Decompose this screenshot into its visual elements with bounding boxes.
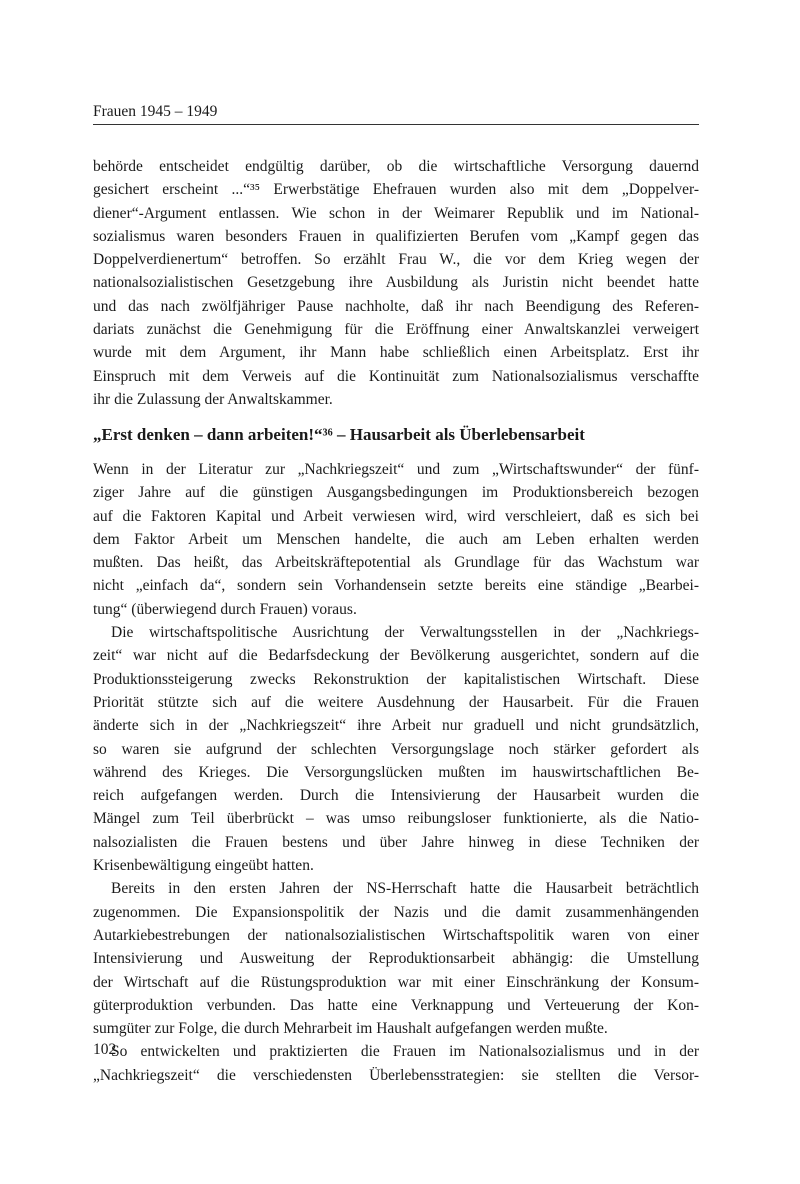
text-line: nalsozialisten die Frauen bestens und über Jahre hinweg in diese Techniken der (93, 833, 699, 851)
text-line: Produktionssteigerung zwecks Rekonstruktion der kapitalistischen Wirtschaft. Diese (93, 670, 699, 688)
running-title: Frauen 1945 – 1949 (93, 103, 218, 120)
text-line: gesichert erscheint ...“³⁵ Erwerbstätige Ehefrauen wurden also mit dem „Doppelver- (93, 181, 699, 199)
text-line: tung“ (überwiegend durch Frauen) voraus. (93, 600, 357, 618)
text-line: Einspruch mit dem Verweis auf die Kontinuität zum Nationalsozialismus verschaffte (93, 367, 699, 385)
text-line: Autarkiebestrebungen der nationalsozialistischen Wirtschaftspolitik waren von einer (93, 926, 699, 944)
text-line: diener“-Argument entlassen. Wie schon in der Weimarer Republik und im National- (93, 204, 699, 222)
text-line: „Nachkriegszeit“ die verschiedensten Überlebensstrategien: sie stellten die Versor- (93, 1066, 699, 1084)
paragraph-2 (93, 621, 699, 877)
paragraph-1 (93, 458, 699, 621)
text-line: behörde entscheidet endgültig darüber, ob die wirtschaftliche Versorgung dauernd (93, 158, 699, 175)
text-line: sumgüter zur Folge, die durch Mehrarbeit im Haushalt aufgefangen werden mußte. (93, 1020, 608, 1038)
text-line: Priorität stützte sich auf die weitere Ausdehnung der Hausarbeit. Für die Frauen (93, 693, 699, 711)
section-heading: „Erst denken – dann arbeiten!“³⁶ – Hausarbeit als Überlebensarbeit (93, 425, 585, 444)
text-line: Intensivierung und Ausweitung der Reproduktionsarbeit abhängig: die Umstellung (93, 950, 699, 968)
text-line: Wenn in der Literatur zur „Nachkriegszeit“ und zum „Wirtschaftswunder“ der fünf- (93, 461, 699, 478)
text-line: änderte sich in der „Nachkriegszeit“ ihre Arbeit nur graduell und nicht grundsätzlich, (93, 717, 699, 735)
text-line: Bereits in den ersten Jahren der NS-Herrschaft hatte die Hausarbeit beträchtlich (111, 880, 699, 898)
page-number: 102 (93, 1041, 117, 1058)
paragraph-3 (93, 877, 699, 1040)
text-line: ihr die Zulassung der Anwaltskammer. (93, 390, 333, 408)
text-line: dariats zunächst die Genehmigung für die Eröffnung einer Anwaltskanzlei verweigert (93, 321, 699, 339)
text-line: güterproduktion verbunden. Das hatte eine Verknappung und Verteuerung der Kon- (93, 996, 699, 1014)
text-line: sozialismus waren besonders Frauen in qualifizierten Berufen vom „Kampf gegen das (93, 227, 699, 245)
text-line: und das nach zwölfjähriger Pause nachholte, daß ihr nach Beendigung des Referen- (93, 297, 699, 315)
text-line: der Wirtschaft auf die Rüstungsproduktion war mit einer Einschränkung der Konsum- (93, 973, 699, 991)
text-line: Krisenbewältigung eingeübt hatten. (93, 857, 314, 875)
text-line: ziger Jahre auf die günstigen Ausgangsbedingungen im Produktionsbereich bezogen (93, 484, 699, 502)
text-line: dem Faktor Arbeit um Menschen handelte, die auch am Leben erhalten werden (93, 530, 699, 548)
text-line: nationalsozialistischen Gesetzgebung ihre Ausbildung als Juristin nicht beendet hatte (93, 274, 699, 292)
section-body (93, 458, 699, 1087)
text-line: nicht „einfach da“, sondern sein Vorhandensein setzte bereits eine ständige „Bearbei- (93, 577, 699, 595)
text-line: So entwickelten und praktizierten die Frauen im Nationalsozialismus und in der (111, 1043, 699, 1061)
text-line: Doppelverdienertum“ betroffen. So erzählt Frau W., die vor dem Krieg wegen der (93, 251, 699, 269)
text-line: zugenommen. Die Expansionspolitik der Nazis und die damit zusammenhängenden (93, 903, 699, 921)
text-line: wurde mit dem Argument, ihr Mann habe schließlich einen Arbeitsplatz. Erst ihr (93, 344, 699, 362)
text-line: zeit“ war nicht auf die Bedarfsdeckung der Bevölkerung ausgerichtet, sondern auf die (93, 647, 699, 665)
paragraph-continuation (93, 155, 699, 411)
text-line: so waren sie aufgrund der schlechten Versorgungslage noch stärker gefordert als (93, 740, 699, 758)
text-line: während des Krieges. Die Versorgungslücken mußten im hauswirtschaftlichen Be- (93, 763, 699, 781)
text-line: auf die Faktoren Kapital und Arbeit verwiesen wird, wird verschleiert, daß es sich bei (93, 507, 699, 525)
paragraph-4 (93, 1040, 699, 1087)
text-line: reich aufgefangen werden. Durch die Intensivierung der Hausarbeit wurden die (93, 787, 699, 805)
text-line: mußten. Das heißt, das Arbeitskräftepotential als Grundlage für das Wachstum war (93, 554, 699, 572)
text-line: Mängel zum Teil überbrückt – was umso reibungsloser funktionierte, als die Natio- (93, 810, 699, 828)
text-line: Die wirtschaftspolitische Ausrichtung der Verwaltungsstellen in der „Nachkriegs- (111, 624, 699, 642)
running-header (93, 102, 699, 125)
